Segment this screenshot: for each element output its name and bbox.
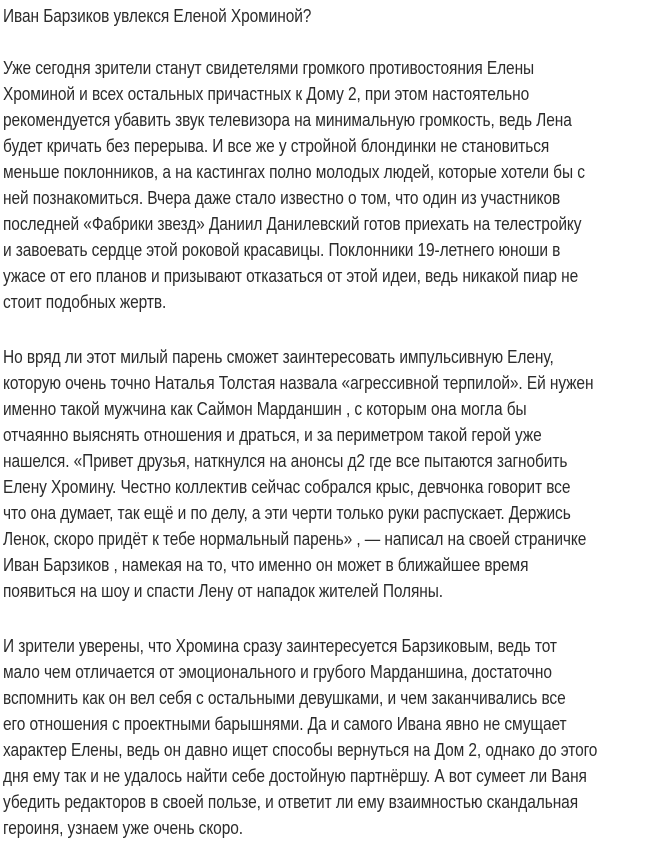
text-line: стоит подобных жертв.	[3, 292, 167, 312]
text-line: ужасе от его планов и призывают отказаться от этой идеи, ведь никакой пиар не	[3, 266, 579, 286]
text-line: убедить редакторов в своей пользе, и ответит ли ему взаимностью скандальная	[3, 792, 578, 812]
text-line: ней познакомиться. Вчера даже стало известно о том, что один из участников	[3, 188, 561, 208]
text-line: и завоевать сердце этой роковой красавицы. Поклонники 19-летнего юноши в	[3, 240, 561, 260]
text-line: последней «Фабрики звезд» Даниил Данилевский готов приехать на телестройку	[3, 214, 582, 234]
text-line: Елену Хромину. Честно коллектив сейчас собрался крыс, девчонка говорит все	[3, 477, 571, 497]
text-line: меньше поклонников, а на кастингах полно молодых людей, которые хотели бы с	[3, 162, 585, 182]
text-line: нашелся. «Привет друзья, наткнулся на анонсы д2 где все пытаются загнобить	[3, 451, 568, 471]
text-line: Уже сегодня зрители станут свидетелями громкого противостояния Елены	[3, 58, 535, 78]
paragraph-3	[3, 633, 670, 841]
text-line: отчаянно выяснять отношения и драться, и за периметром такой герой уже	[3, 425, 542, 445]
text-line: что она думает, так ещё и по делу, а эти черти только руки распускает. Держись	[3, 503, 571, 523]
article	[0, 3, 670, 841]
paragraph-1	[3, 55, 670, 315]
text-line: будет кричать без перерыва. И все же у стройной блондинки не становиться	[3, 136, 550, 156]
text-line: вспомнить как он вел себя с остальными девушками, и чем заканчивались все	[3, 688, 566, 708]
text-line: дня ему так и не удалось найти себе достойную партнёршу. А вот сумеет ли Ваня	[3, 766, 587, 786]
text-line: Но вряд ли этот милый парень сможет заинтересовать импульсивную Елену,	[3, 347, 554, 367]
text-line: мало чем отличается от эмоционального и грубого Марданшина, достаточно	[3, 662, 552, 682]
text-line: героиня, узнаем уже очень скоро.	[3, 818, 243, 838]
text-line: Ленок, скоро придёт к тебе нормальный парень» , — написал на своей страничке	[3, 529, 587, 549]
text-line: появиться на шоу и спасти Лену от нападок жителей Поляны.	[3, 581, 444, 601]
text-line: рекомендуется убавить звук телевизора на минимальную громкость, ведь Лена	[3, 110, 572, 130]
paragraph-2	[3, 344, 670, 604]
text-line: И зрители уверены, что Хромина сразу заинтересуется Барзиковым, ведь тот	[3, 636, 557, 656]
article-title: Иван Барзиков увлекся Еленой Хроминой?	[3, 6, 312, 26]
text-line: именно такой мужчина как Саймон Марданшин , с которым она могла бы	[3, 399, 527, 419]
text-line: которую очень точно Наталья Толстая назвала «агрессивной терпилой». Ей нужен	[3, 373, 594, 393]
text-line: Иван Барзиков , намекая на то, что именно он может в ближайшее время	[3, 555, 529, 575]
text-line: его отношения с проектными барышнями. Да и самого Ивана явно не смущает	[3, 714, 567, 734]
text-line: характер Елены, ведь он давно ищет способы вернуться на Дом 2, однако до этого	[3, 740, 598, 760]
text-line: Хроминой и всех остальных причастных к Дому 2, при этом настоятельно	[3, 84, 530, 104]
